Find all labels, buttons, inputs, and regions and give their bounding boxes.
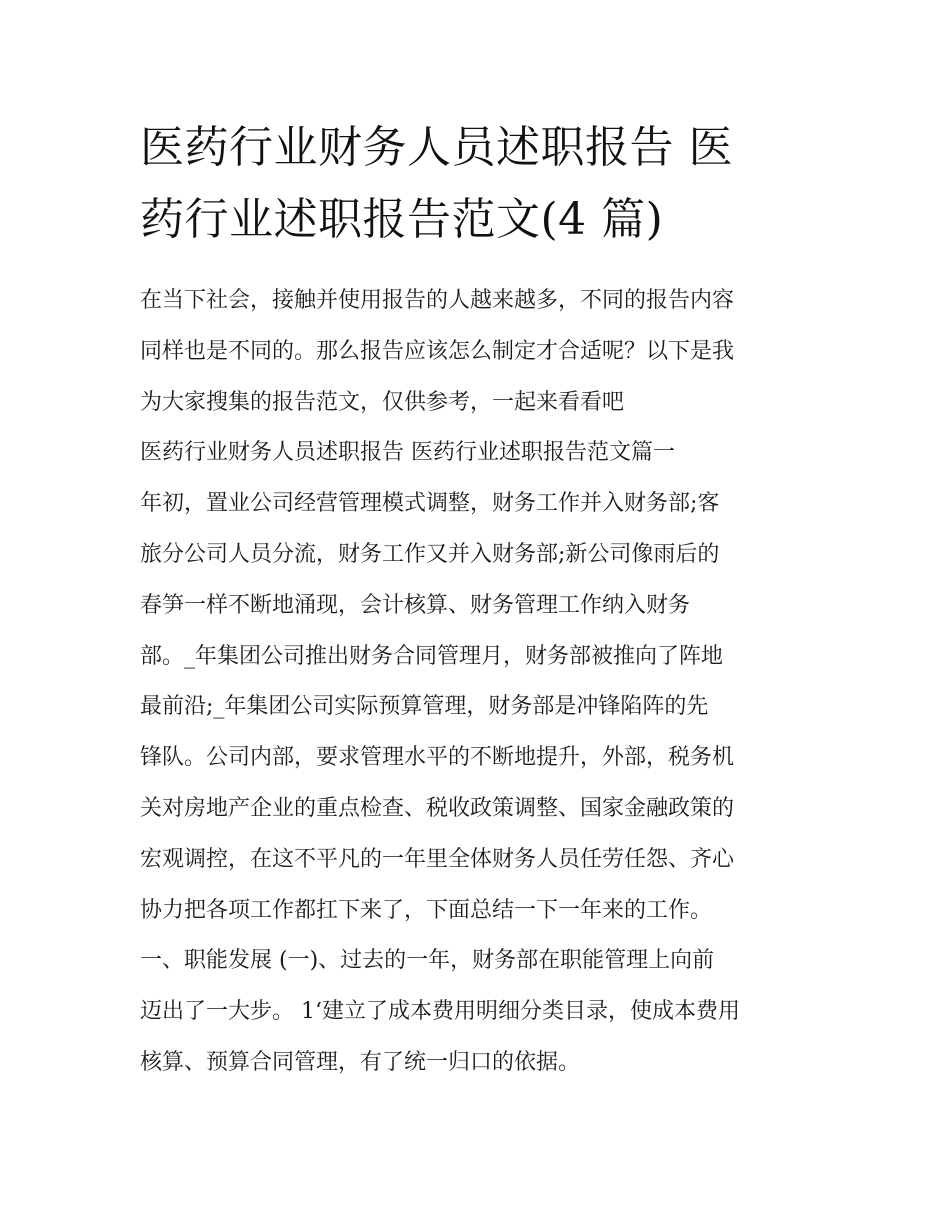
body-line: 同样也是不同的。那么报告应该怎么制定才合适呢？以下是我	[140, 338, 735, 364]
body-line: 锋队。公司内部，要求管理水平的不断地提升，外部，税务机	[140, 745, 735, 771]
section-heading: 医药行业财务人员述职报告 医药行业述职报告范文篇一	[140, 440, 675, 466]
title-line: 药行业述职报告范文(4 篇)	[140, 194, 664, 245]
body-line: 部。_年集团公司推出财务合同管理月，财务部被推向了阵地	[140, 643, 724, 669]
body-line: 在当下社会，接触并使用报告的人越来越多，不同的报告内容	[140, 288, 735, 313]
document-title	[140, 112, 830, 256]
body-line: 核算、预算合同管理，有了统一归口的依据。	[140, 1049, 581, 1075]
body-line: 年初，置业公司经营管理模式调整，财务工作并入财务部;客	[140, 491, 720, 517]
body-line: 协力把各项工作都扛下来了，下面总结一下一年来的工作。	[140, 897, 713, 923]
title-line: 医药行业财务人员述职报告 医	[140, 122, 733, 173]
body-line: 宏观调控，在这不平凡的一年里全体财务人员任劳任怨、齐心	[140, 846, 735, 872]
document-body	[140, 276, 830, 1089]
body-line: 旅分公司人员分流，财务工作又并入财务部;新公司像雨后的	[140, 541, 720, 567]
body-line: 迈出了一大步。 1‘建立了成本费用明细分类目录，使成本费用	[140, 999, 740, 1025]
body-line: 为大家搜集的报告范文，仅供参考，一起来看看吧	[140, 389, 625, 415]
body-line: 春笋一样不断地涌现，会计核算、财务管理工作纳入财务	[140, 592, 691, 618]
body-line: 关对房地产企业的重点检查、税收政策调整、国家金融政策的	[140, 795, 735, 821]
body-line: 最前沿;_年集团公司实际预算管理，财务部是冲锋陷阵的先	[140, 694, 709, 720]
body-line: 一、职能发展 (一)、过去的一年，财务部在职能管理上向前	[140, 948, 715, 974]
